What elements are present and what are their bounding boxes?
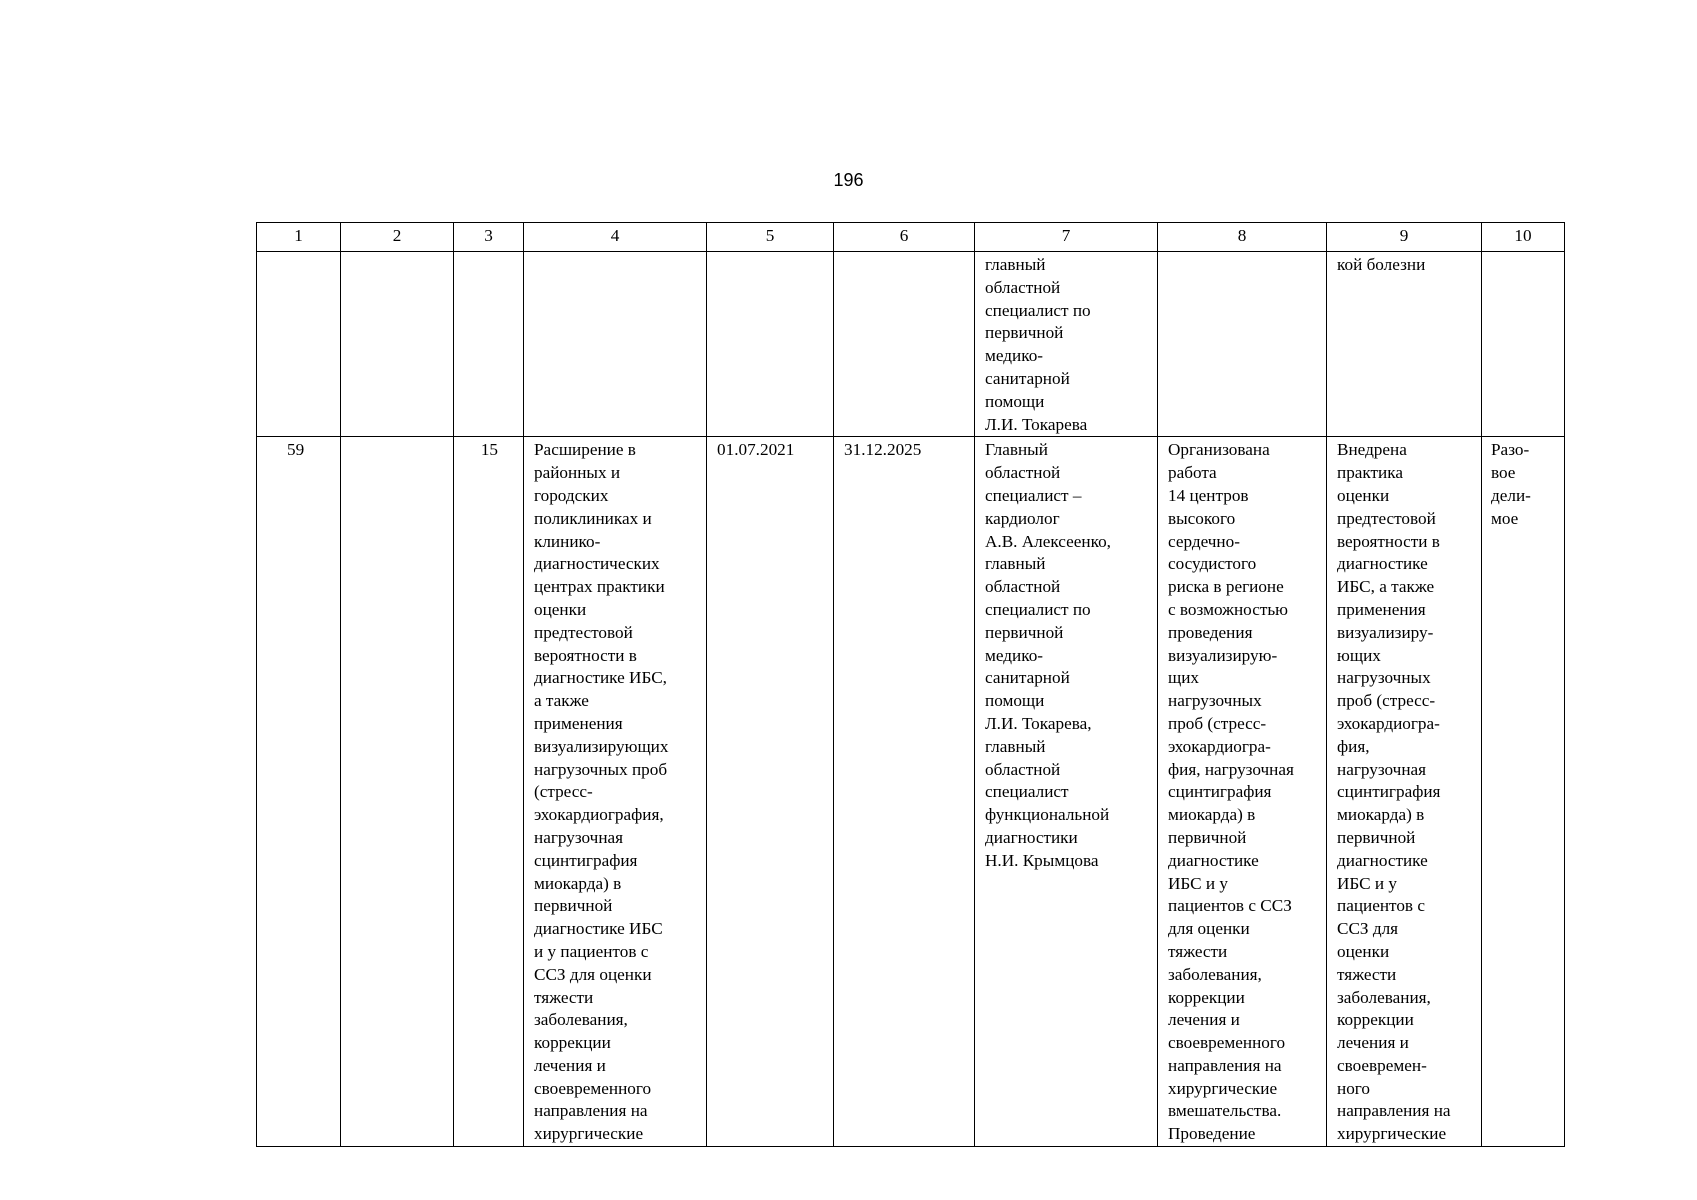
cell-outcome: Внедрена практика оценки предтестовой вероятности в диагностике ИБС, а также применения визуализиру- ющих нагрузочных проб (стресс- эхокардиогра- фия, нагрузочная сцинтиграфия миокарда) в первичной диагностике ИБС и у пациентов с ССЗ для оценки тяжести заболевания, коррекции лечения и своевремен- ного направления на хирургические [1337, 440, 1451, 1144]
table-cell [454, 437, 524, 1147]
column-header: 7 [975, 223, 1158, 252]
table-cell [1158, 437, 1327, 1147]
table-cell [524, 252, 707, 437]
table-cell [1327, 252, 1482, 437]
cell-result [1158, 252, 1326, 254]
cell-result: Организована работа 14 центров высокого сердечно- сосудистого риска в регионе с возможностью проведения визуализирую- щих нагрузочных проб (стресс- эхокардиогра- фия, нагрузочная сцинтиграфия миокарда) в первичной диагностике ИБС и у пациентов с ССЗ для оценки тяжести заболевания, коррекции лечения и своевременного направления на хирургические вмешательства. Проведение [1168, 440, 1294, 1144]
cell-number: 59 [287, 440, 305, 460]
cell-text: Расширение в районных и городских поликлиниках и клинико- диагностических центрах практики оценки предтестовой вероятности в диагностике ИБС, а также применения визуализирующих нагрузочных проб (стресс- эхокардиография, нагрузочная сцинтиграфия миокарда) в первичной диагностике ИБС и у пациентов с ССЗ для оценки тяжести заболевания, коррекции лечения и своевременного направления на хирургические [534, 440, 669, 1144]
cell-outcome: кой болезни [1337, 255, 1426, 274]
cell-responsible: Главный областной специалист – кардиолог А.В. Алексеенко, главный областной специалист по первичной медико- санитарной помощи Л.И. Токарева, главный областной специалист функциональной диагностики Н.И. Крымцова [985, 440, 1111, 870]
table-row [257, 252, 1565, 437]
table-cell [524, 437, 707, 1147]
cell-number [454, 252, 523, 254]
table-header-row [257, 223, 1565, 252]
table-cell [834, 252, 975, 437]
table-cell [834, 437, 975, 1147]
table-cell [1158, 252, 1327, 437]
table-cell [454, 252, 524, 437]
table-cell [975, 252, 1158, 437]
table-row [257, 437, 1565, 1147]
table-cell [707, 252, 834, 437]
cell-number [257, 252, 340, 254]
cell-number: 15 [480, 440, 498, 460]
table-cell [1482, 252, 1565, 437]
page-number: 196 [833, 170, 864, 190]
table-cell [1482, 437, 1565, 1147]
measures-table [256, 222, 1565, 1147]
table-cell [341, 437, 454, 1147]
table-cell [1327, 437, 1482, 1147]
column-header: 5 [707, 223, 834, 252]
column-header: 2 [341, 223, 454, 252]
cell-date: 31.12.2025 [844, 440, 922, 460]
cell-text [524, 252, 706, 254]
column-header: 6 [834, 223, 975, 252]
cell-responsible: главный областной специалист по первичной медико- санитарной помощи Л.И. Токарева [985, 255, 1091, 434]
column-header: 9 [1327, 223, 1482, 252]
column-header: 10 [1482, 223, 1565, 252]
column-header: 4 [524, 223, 707, 252]
table-cell [341, 252, 454, 437]
table-cell [975, 437, 1158, 1147]
cell-text [341, 437, 453, 439]
table-cell [257, 252, 341, 437]
cell-date [707, 252, 833, 254]
table-cell [707, 437, 834, 1147]
cell-date [834, 252, 974, 254]
cell-type [1482, 252, 1564, 254]
column-header: 8 [1158, 223, 1327, 252]
cell-date: 01.07.2021 [717, 440, 795, 460]
cell-text [341, 252, 453, 254]
table-cell [257, 437, 341, 1147]
cell-type: Разо- вое дели- мое [1491, 440, 1531, 528]
column-header: 1 [257, 223, 341, 252]
column-header: 3 [454, 223, 524, 252]
